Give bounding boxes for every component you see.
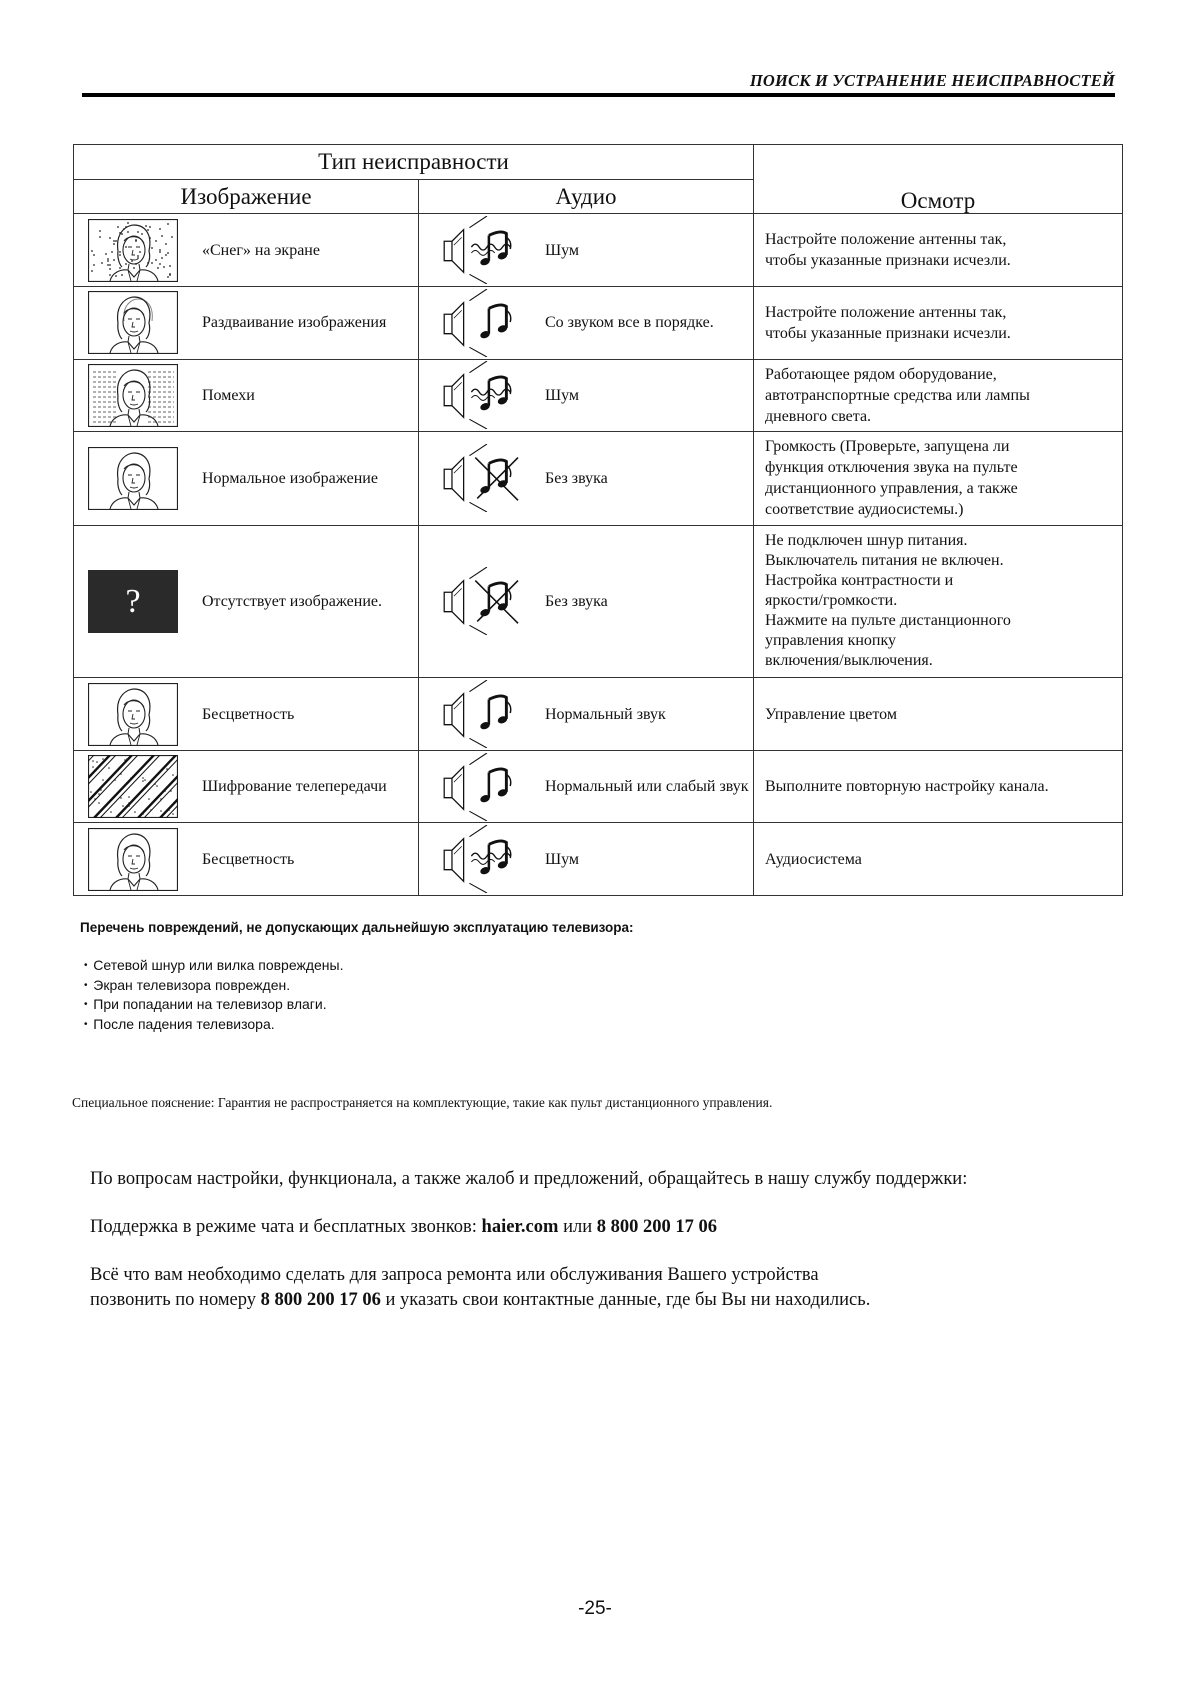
support-site-link[interactable]: haier.com xyxy=(481,1217,559,1237)
support-repair-line-1: Всё что вам необходимо сделать для запроса ремонта или обслуживания Вашего устройства xyxy=(90,1265,819,1285)
audio-symptom-label: Шум xyxy=(545,386,580,404)
fault-type-header: Тип неисправности xyxy=(74,145,754,180)
support-repair-suffix: и указать свои контактные данные, где бы Вы ни находились. xyxy=(380,1290,871,1310)
interference-face-icon xyxy=(88,364,178,427)
inspect-line: Аудиосистема xyxy=(765,850,862,868)
question-mark: ? xyxy=(125,582,141,620)
table-row xyxy=(74,214,1123,287)
audio-symptom-cell xyxy=(419,359,754,432)
table-row xyxy=(74,432,1123,526)
inspect-line: Громкость (Проверьте, запущена ли xyxy=(765,438,1010,456)
image-symptom-cell xyxy=(74,678,419,751)
image-symptom-label: Бесцветность xyxy=(202,705,295,723)
audio-symptom-cell xyxy=(419,678,754,751)
list-item: • При попадании на телевизор влаги. xyxy=(84,995,343,1015)
support-intro: По вопросам настройки, функционала, а также жалоб и предложений, обращайтесь в нашу службу поддержки: xyxy=(90,1169,968,1189)
table-row xyxy=(74,750,1123,823)
table-row xyxy=(74,286,1123,359)
ghost-face-icon xyxy=(88,291,178,354)
support-chat-text: Поддержка в режиме чата и бесплатных звонков: xyxy=(90,1217,482,1237)
music-speaker-icon xyxy=(431,289,539,357)
inspect-line: функция отключения звука на пульте xyxy=(765,459,1018,477)
noise-speaker-icon xyxy=(431,825,539,893)
image-symptom-cell xyxy=(74,432,419,526)
inspect-cell xyxy=(754,286,1123,359)
audio-symptom-cell xyxy=(419,750,754,823)
damage-list xyxy=(84,956,343,1034)
inspect-cell xyxy=(754,359,1123,432)
image-symptom-cell xyxy=(74,214,419,287)
image-symptom-label: Помехи xyxy=(202,386,255,404)
section-title: ПОИСК И УСТРАНЕНИЕ НЕИСПРАВНОСТЕЙ xyxy=(749,71,1115,90)
inspect-line: Не подключен шнур питания. xyxy=(765,532,968,550)
normal-face-icon xyxy=(88,447,178,510)
audio-symptom-cell xyxy=(419,286,754,359)
normal-face-icon xyxy=(88,828,178,891)
image-symptom-label: Нормальное изображение xyxy=(202,469,378,487)
noise-speaker-icon xyxy=(431,216,539,284)
inspect-cell xyxy=(754,432,1123,526)
table-row xyxy=(74,678,1123,751)
inspect-line: Выключатель питания не включен. xyxy=(765,552,1004,570)
support-repair-phone: 8 800 200 17 06 xyxy=(260,1290,381,1310)
troubleshooting-table xyxy=(73,144,1123,896)
audio-symptom-cell xyxy=(419,823,754,896)
inspect-line: Работающее рядом оборудование, xyxy=(765,365,997,383)
normal-face-icon xyxy=(88,683,178,746)
scrambled-screen-icon xyxy=(88,755,178,818)
inspect-line: Настройте положение антенны так, xyxy=(765,231,1007,249)
inspect-cell xyxy=(754,823,1123,896)
audio-column-header: Аудио xyxy=(419,179,754,214)
audio-symptom-cell xyxy=(419,432,754,526)
list-item: • Сетевой шнур или вилка повреждены. xyxy=(84,956,343,976)
image-symptom-label: «Снег» на экране xyxy=(202,241,320,259)
inspect-line: чтобы указанные признаки исчезли. xyxy=(765,324,1011,342)
inspect-line: Настройка контрастности и xyxy=(765,572,954,590)
inspect-line: Управление цветом xyxy=(765,705,897,723)
inspect-cell xyxy=(754,678,1123,751)
inspect-cell xyxy=(754,750,1123,823)
audio-symptom-label: Нормальный или слабый звук xyxy=(545,778,749,796)
inspect-cell xyxy=(754,214,1123,287)
inspect-line: автотранспортные средства или лампы xyxy=(765,386,1030,404)
inspect-column-header: Осмотр xyxy=(754,145,1123,214)
music-speaker-icon xyxy=(431,680,539,748)
header-rule xyxy=(82,93,1115,97)
table-row xyxy=(74,823,1123,896)
audio-symptom-cell xyxy=(419,214,754,287)
support-chat-line xyxy=(90,1215,717,1240)
image-symptom-cell xyxy=(74,750,419,823)
image-symptom-label: Раздваивание изображения xyxy=(202,314,387,332)
inspect-line: дистанционного управления, а также xyxy=(765,480,1018,498)
support-repair-prefix: позвонить по номеру xyxy=(90,1290,261,1310)
page-number: -25- xyxy=(578,1598,612,1619)
damage-list-title: Перечень повреждений, не допускающих дальнейшую эксплуатацию телевизора: xyxy=(80,920,634,935)
image-symptom-cell xyxy=(74,823,419,896)
inspect-line: дневного света. xyxy=(765,407,872,425)
list-item: • Экран телевизора поврежден. xyxy=(84,976,343,996)
audio-symptom-label: Нормальный звук xyxy=(545,705,666,723)
table-row xyxy=(74,525,1123,678)
support-repair-line-2 xyxy=(90,1288,870,1313)
audio-symptom-label: Шум xyxy=(545,241,580,259)
muted-speaker-icon xyxy=(431,444,539,512)
inspect-line: Выполните повторную настройку канала. xyxy=(765,778,1049,796)
support-phone: 8 800 200 17 06 xyxy=(596,1217,717,1237)
audio-symptom-label: Шум xyxy=(545,850,580,868)
list-item: • После падения телевизора. xyxy=(84,1015,343,1035)
image-symptom-cell xyxy=(74,525,419,678)
snow-face-icon xyxy=(88,219,178,282)
table-body xyxy=(74,214,1123,896)
inspect-line: управления кнопку xyxy=(765,632,897,650)
inspect-cell xyxy=(754,525,1123,678)
audio-symptom-label: Со звуком все в порядке. xyxy=(545,314,714,332)
question-screen-icon xyxy=(88,570,178,633)
image-symptom-label: Бесцветность xyxy=(202,850,295,868)
support-or-text: или xyxy=(558,1217,597,1237)
muted-speaker-icon xyxy=(431,567,539,635)
inspect-line: Нажмите на пульте дистанционного xyxy=(765,612,1011,630)
noise-speaker-icon xyxy=(431,361,539,429)
audio-symptom-label: Без звука xyxy=(545,592,608,610)
audio-symptom-label: Без звука xyxy=(545,469,608,487)
audio-symptom-cell xyxy=(419,525,754,678)
image-symptom-cell xyxy=(74,286,419,359)
inspect-line: включения/выключения. xyxy=(765,652,933,670)
inspect-line: чтобы указанные признаки исчезли. xyxy=(765,252,1011,270)
image-symptom-cell xyxy=(74,359,419,432)
inspect-line: яркости/громкости. xyxy=(765,592,898,610)
image-symptom-label: Шифрование телепередачи xyxy=(202,778,387,796)
table-row xyxy=(74,359,1123,432)
image-column-header: Изображение xyxy=(74,179,419,214)
music-speaker-icon xyxy=(431,753,539,821)
special-note: Специальное пояснение: Гарантия не распространяется на комплектующие, такие как пульт дистанционного управления. xyxy=(72,1095,773,1110)
inspect-line: соответствие аудиосистемы.) xyxy=(765,501,964,519)
image-symptom-label: Отсутствует изображение. xyxy=(202,592,383,610)
inspect-line: Настройте положение антенны так, xyxy=(765,303,1007,321)
